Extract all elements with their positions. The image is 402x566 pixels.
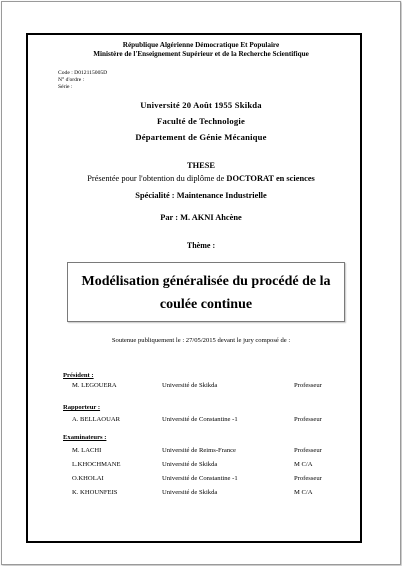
degree-name: DOCTORAT en sciences: [226, 174, 315, 183]
department-name: Département de Génie Mécanique: [135, 132, 267, 142]
jury-title: M C/A: [294, 461, 313, 468]
code-line: Code : D012115005D: [58, 70, 108, 76]
jury-name: M. LEGOUERA: [72, 382, 117, 389]
jury-institution: Université de Skikda: [162, 382, 218, 389]
examinateurs-label: Examinateurs :: [63, 434, 107, 441]
jury-title: Professeur: [294, 382, 322, 389]
rapporteur-label: Rapporteur :: [63, 404, 101, 411]
jury-institution: Université de Constantine -1: [162, 475, 238, 482]
jury-institution: Université de Reims-France: [162, 447, 236, 454]
jury-title: Professeur: [294, 475, 322, 482]
thesis-label: THESE: [187, 161, 215, 170]
republic-heading: République Algérienne Démocratique Et Populaire: [122, 41, 280, 49]
author-prefix: Par :: [160, 213, 181, 222]
jury-title: Professeur: [294, 447, 322, 454]
jury-institution: Université de Skikda: [162, 461, 218, 468]
thesis-title-line2: coulée continue: [159, 297, 253, 312]
specialty-label: Spécialité :: [135, 191, 177, 200]
jury-title: M C/A: [294, 489, 313, 496]
jury-name: O.KHOLAI: [72, 475, 104, 482]
faculty-name: Faculté de Technologie: [157, 116, 245, 126]
ordre-line: N° d'ordre :: [58, 77, 85, 83]
theme-label: Thème :: [186, 241, 216, 250]
author-line: [0, 213, 402, 222]
thesis-title-line1: Modélisation généralisée du procédé de la: [81, 274, 331, 289]
specialty-line: [0, 191, 402, 200]
jury-institution: Université de Constantine -1: [162, 416, 238, 423]
author-name: M. AKNI Ahcène: [180, 213, 242, 222]
jury-name: M. LACHI: [72, 447, 102, 454]
jury-name: A. BELLAOUAR: [72, 416, 120, 423]
thesis-title-box: [67, 262, 345, 322]
defense-line: Soutenue publiquement le : 27/05/2015 devant le jury composé de :: [111, 337, 291, 344]
presented-prefix: Présentée pour l'obtention du diplôme de: [87, 174, 227, 183]
serie-line: Série :: [58, 84, 73, 90]
jury-institution: Université de Skikda: [162, 489, 218, 496]
ministry-heading: Ministère de l'Enseignement Supérieur et de la Recherche Scientifique: [93, 50, 309, 58]
presented-line: [0, 174, 402, 183]
specialty-value: Maintenance Industrielle: [176, 191, 267, 200]
jury-title: Professeur: [294, 416, 322, 423]
university-name: Université 20 Août 1955 Skikda: [140, 100, 262, 110]
jury-name: L.KHOCHMANE: [72, 461, 121, 468]
president-label: Président :: [63, 372, 94, 379]
jury-name: K. KHOUNFEIS: [72, 489, 118, 496]
